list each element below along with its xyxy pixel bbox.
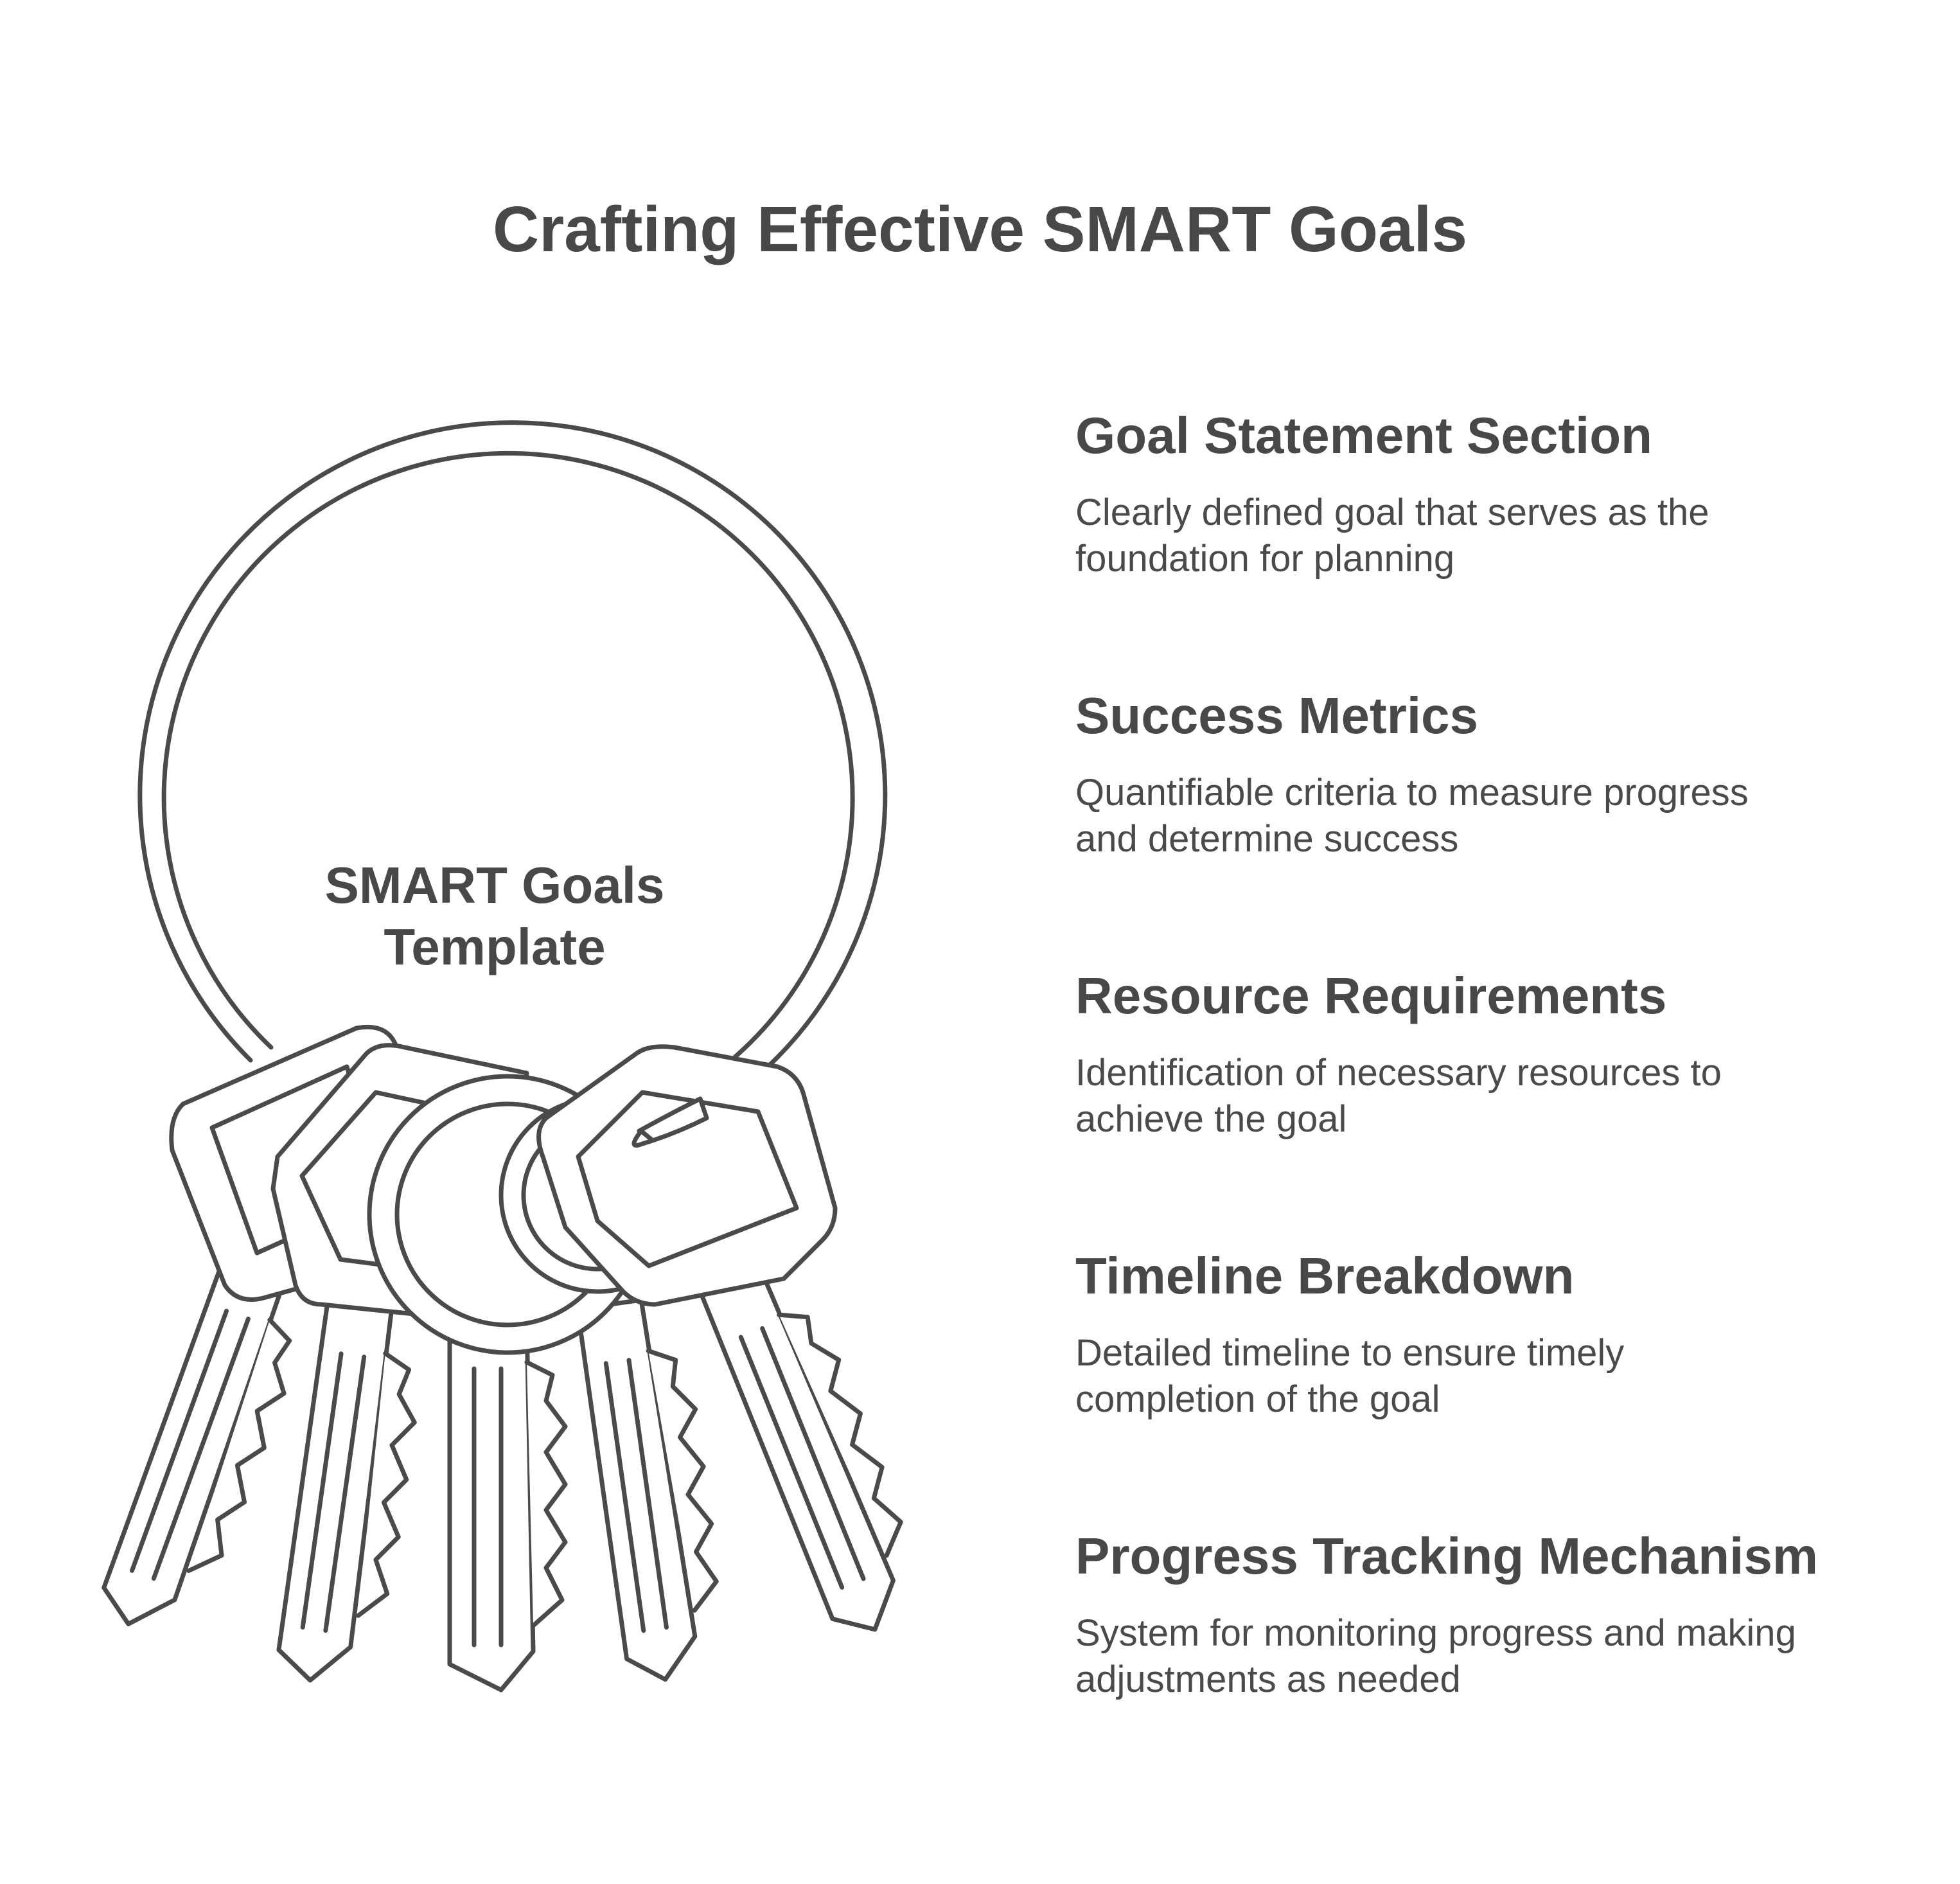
list-item-timeline-breakdown <box>1075 1245 1911 1423</box>
item-title: Resource Requirements <box>1075 967 1667 1024</box>
item-title: Progress Tracking Mechanism <box>1075 1527 1819 1585</box>
item-description-line1: Clearly defined goal that serves as the <box>1075 492 1709 533</box>
item-description <box>1075 1050 1911 1142</box>
item-description-line2: foundation for planning <box>1075 538 1455 580</box>
list-item-progress-tracking <box>1075 1525 1911 1703</box>
item-description <box>1075 1330 1911 1423</box>
center-label <box>244 855 745 978</box>
item-description <box>1075 770 1911 862</box>
center-label-line1: SMART Goals <box>324 857 665 914</box>
item-title: Success Metrics <box>1075 687 1479 744</box>
item-description-line1: Detailed timeline to ensure timely <box>1075 1332 1625 1374</box>
key-icon-4 <box>578 1295 732 1685</box>
item-description-line2: achieve the goal <box>1075 1098 1347 1140</box>
list-item-success-metrics <box>1075 685 1911 862</box>
key-icon-2 <box>275 1293 430 1689</box>
item-title: Goal Statement Section <box>1075 407 1652 464</box>
page-title: Crafting Effective SMART Goals <box>493 193 1467 265</box>
item-title: Timeline Breakdown <box>1075 1247 1575 1304</box>
list-item-resource-requirements <box>1075 965 1911 1142</box>
item-description-line1: Identification of necessary resources to <box>1075 1052 1722 1094</box>
item-description-line2: and determine success <box>1075 818 1459 860</box>
key-ring-icon <box>140 423 885 1141</box>
key-icon-5 <box>700 1253 937 1643</box>
list-item-goal-statement <box>1075 405 1911 582</box>
item-description-line2: adjustments as needed <box>1075 1658 1461 1700</box>
center-label-line2: Template <box>384 918 606 975</box>
item-description-line2: completion of the goal <box>1075 1378 1440 1420</box>
item-description <box>1075 1610 1911 1703</box>
item-description-line1: System for monitoring progress and making <box>1075 1612 1796 1654</box>
item-description <box>1075 490 1911 582</box>
item-description-line1: Quantifiable criteria to measure progress <box>1075 772 1749 813</box>
key-icon-3 <box>450 1324 565 1690</box>
